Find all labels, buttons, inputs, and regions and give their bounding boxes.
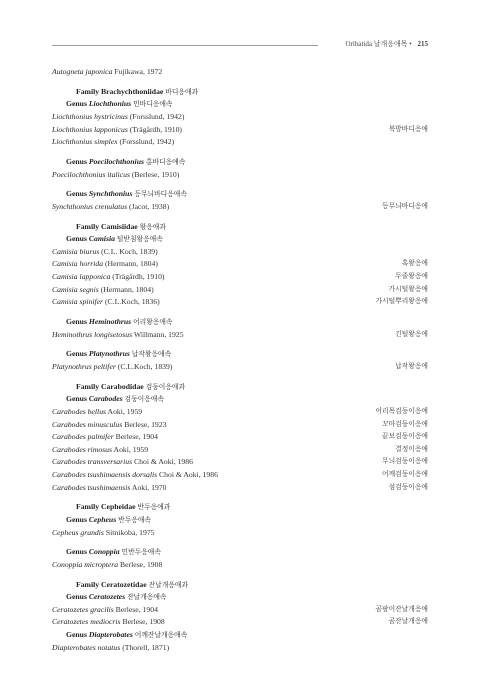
section-gap: [52, 539, 428, 546]
species-name: Liochthonius simplex: [52, 137, 118, 147]
species-name: Carabodes tsushimaensis: [52, 482, 131, 492]
species-author: Aoki, 1959: [107, 406, 143, 416]
species-entry: [52, 284, 428, 297]
species-author: Aoki, 1970: [131, 482, 167, 492]
korean-common-name: 긴털왕응애: [395, 330, 428, 338]
species-entry: [52, 136, 428, 149]
species-name: Carabodes tsushimaensis dorsalis: [52, 469, 158, 479]
genus-heading: [52, 591, 428, 604]
genus-name: Carabodes: [88, 394, 123, 404]
genus-name: Synchthonius: [88, 189, 133, 199]
species-entry: [52, 444, 428, 457]
species-author: Berlese, 1904: [115, 604, 158, 614]
species-author: (Hermann, 1804): [104, 259, 158, 269]
section-gap: [52, 494, 428, 501]
genus-prefix: Genus: [66, 156, 87, 166]
species-name: Carabodes palmifer: [52, 432, 114, 442]
species-name: Poecilochthonius italicus: [52, 169, 130, 179]
family-heading: [52, 501, 428, 514]
genus-prefix: Genus: [66, 592, 87, 602]
species-entry: [52, 258, 428, 271]
species-author: Choi & Aoki, 1986: [134, 457, 193, 467]
korean-name: 어리왕응애속: [133, 319, 173, 327]
genus-prefix: Genus: [66, 349, 87, 359]
korean-common-name: 납작왕응애: [395, 363, 428, 370]
species-name: Liochthonius lapponicus: [52, 124, 128, 134]
species-entry: [52, 419, 428, 432]
family-heading: [52, 86, 428, 99]
species-name: Liochthonius hystricinus: [52, 111, 128, 121]
section-gap: [52, 79, 428, 86]
species-author: Berlese, 1923: [124, 419, 167, 429]
header-rule: [52, 45, 318, 46]
korean-common-name: 무늬검둥이응애: [382, 458, 428, 466]
species-entry: [52, 456, 428, 469]
species-author: Berlese, 1908: [122, 617, 165, 627]
korean-common-name: 끝보검둥이응애: [382, 433, 428, 441]
genus-name: Poecilochthonius: [88, 156, 144, 166]
species-author: (Berlese, 1910): [131, 169, 180, 179]
species-checklist: [52, 66, 428, 654]
korean-name: 납작왕응애속: [131, 351, 172, 359]
korean-name: 왕응애과: [139, 223, 166, 231]
species-author: Berlese, 1908: [120, 559, 163, 569]
species-name: Ceratozetes mediocris: [52, 617, 121, 627]
species-entry: [52, 271, 428, 284]
species-entry: [52, 431, 428, 444]
genus-heading: [52, 98, 428, 111]
korean-name: 잔날개응애과: [148, 581, 188, 589]
genus-name: Cepheus: [88, 514, 117, 524]
species-author: (Trägårdh, 1910): [129, 124, 182, 134]
korean-common-name: 혹왕응애: [401, 260, 428, 268]
running-title: Oribatida 날개응애목: [345, 40, 408, 48]
korean-name: 등무늬바디응애속: [134, 191, 187, 199]
species-entry: [52, 329, 428, 342]
species-author: (Forsslund, 1942): [129, 111, 185, 121]
species-name: Camisia horrida: [52, 259, 104, 269]
korean-name: 검둥이응애속: [124, 396, 164, 404]
family-name: Family Carabodidae: [76, 381, 144, 391]
species-name: Ceratozetes gracilis: [52, 604, 114, 614]
species-name: Diapterobates notatus: [52, 642, 121, 652]
species-entry: [52, 527, 428, 540]
species-name: Camisia segnis: [52, 284, 99, 294]
species-author: (Jacot, 1938): [129, 201, 170, 211]
genus-prefix: Genus: [66, 630, 87, 640]
species-author: (C.L. Koch, 1839): [101, 246, 158, 256]
korean-name: 검둥이응애과: [145, 383, 186, 391]
species-name: Carabodes transversarius: [52, 457, 133, 467]
korean-name: 잔날개응애속: [127, 594, 167, 602]
species-author: (C.L.Koch, 1839): [117, 362, 173, 371]
korean-common-name: 섬검둥이응애: [388, 483, 428, 491]
species-entry: [52, 361, 428, 374]
species-name: Heminothrus longisetosus: [52, 329, 133, 339]
species-entry: [52, 246, 428, 259]
genus-name: Conoppia: [88, 547, 120, 557]
species-author: Sitnikoba, 1975: [105, 527, 155, 537]
korean-name: 어깨잔날개응애속: [134, 632, 188, 640]
genus-heading: [52, 188, 428, 201]
genus-heading: [52, 514, 428, 527]
genus-name: Camisia: [88, 234, 115, 244]
species-name: Camisia biurus: [52, 246, 100, 256]
section-gap: [52, 181, 428, 188]
species-author: (Forsslund, 1942): [119, 137, 175, 147]
korean-common-name: 가시털뿌리왕응애: [375, 298, 428, 306]
species-entry: [52, 604, 428, 617]
species-entry: [52, 296, 428, 309]
species-name: Carabodes minusculus: [52, 419, 123, 429]
family-name: Family Cepheidae: [76, 502, 136, 512]
species-name: Synchthonius crenulatus: [52, 201, 128, 211]
genus-prefix: Genus: [66, 514, 87, 524]
species-name: Autogneta japonica: [52, 67, 113, 76]
genus-heading: [52, 156, 428, 169]
korean-common-name: 어깨검둥이응애: [382, 470, 428, 478]
species-author: Berlese, 1904: [115, 432, 158, 442]
species-entry: [52, 642, 428, 655]
species-author: Fujikawa, 1972: [114, 67, 163, 76]
genus-name: Ceratozetes: [88, 592, 126, 602]
species-author: Willmann, 1925: [133, 329, 184, 339]
genus-heading: [52, 629, 428, 642]
species-entry: [52, 66, 428, 79]
genus-prefix: Genus: [66, 317, 87, 327]
section-gap: [52, 149, 428, 156]
species-name: Platynothrus peltifer: [52, 362, 116, 371]
korean-common-name: 결정이응애: [395, 445, 428, 453]
header-text: [346, 39, 428, 49]
species-author: (Hermann, 1804): [100, 284, 154, 294]
korean-name: 민반두응애속: [121, 549, 161, 557]
genus-prefix: Genus: [66, 547, 87, 557]
section-gap: [52, 214, 428, 221]
korean-common-name: 등무늬바디응애: [382, 202, 428, 210]
species-entry: [52, 482, 428, 495]
species-name: Camisia lapponica: [52, 272, 111, 282]
korean-common-name: 북방바디응애: [388, 125, 428, 133]
section-gap: [52, 571, 428, 578]
korean-name: 바디응애과: [165, 88, 199, 96]
species-author: (C.L.Koch, 1836): [104, 297, 160, 307]
korean-common-name: 두줄왕응애: [395, 273, 428, 281]
korean-common-name: 가시털왕응애: [388, 285, 428, 293]
korean-common-name: 꼬마검둥이응애: [382, 420, 428, 428]
species-entry: [52, 201, 428, 214]
genus-prefix: Genus: [66, 234, 87, 244]
genus-heading: [52, 316, 428, 329]
korean-common-name: 곰팡이잔날개응애: [375, 605, 428, 613]
section-gap: [52, 309, 428, 316]
section-gap: [52, 374, 428, 381]
species-name: Conoppia microptera: [52, 559, 119, 569]
species-name: Cepheus grandis: [52, 527, 104, 537]
species-entry: [52, 616, 428, 629]
species-entry: [52, 124, 428, 137]
family-heading: [52, 579, 428, 592]
species-name: Carabodes rimosus: [52, 444, 113, 454]
genus-heading: [52, 393, 428, 406]
species-name: Carabodes bellus: [52, 406, 107, 416]
species-author: Aoki, 1959: [113, 444, 149, 454]
genus-prefix: Genus: [66, 394, 87, 404]
genus-name: Platynothrus: [88, 349, 130, 359]
korean-name: 반두응애속: [118, 516, 151, 524]
species-entry: [52, 169, 428, 182]
genus-heading: [52, 546, 428, 559]
genus-name: Heminothrus: [88, 317, 132, 327]
species-entry: [52, 111, 428, 124]
family-name: Family Camisiidae: [76, 221, 138, 231]
species-entry: [52, 406, 428, 419]
korean-name: 민바디응애속: [133, 101, 173, 109]
korean-common-name: 어리목검둥이응애: [375, 407, 428, 415]
genus-prefix: Genus: [66, 189, 87, 199]
genus-name: Liochthonius: [88, 99, 132, 109]
species-author: (Trägårdh, 1910): [112, 272, 165, 282]
family-name: Family Brachychthoniidae: [76, 86, 164, 96]
page-number: 215: [417, 40, 428, 48]
family-heading: [52, 221, 428, 234]
species-name: Camisia spinifer: [52, 297, 104, 307]
family-heading: [52, 381, 428, 394]
running-header: [52, 39, 428, 53]
genus-heading: [52, 348, 428, 361]
species-author: Choi & Aoki, 1986: [159, 469, 218, 479]
species-author: (Thorell, 1871): [122, 642, 170, 652]
species-entry: [52, 469, 428, 482]
korean-name: 홍바디응애속: [145, 158, 186, 166]
korean-common-name: 곰잔날개응애: [388, 618, 428, 626]
section-gap: [52, 341, 428, 348]
korean-name: 털받침왕응애속: [116, 236, 163, 244]
genus-prefix: Genus: [66, 99, 87, 109]
genus-name: Diapterobates: [88, 630, 133, 640]
species-entry: [52, 559, 428, 572]
family-name: Family Ceratozetidae: [76, 579, 147, 589]
genus-heading: [52, 233, 428, 246]
header-bullet: •: [409, 40, 412, 48]
korean-name: 반두응애과: [137, 504, 171, 512]
